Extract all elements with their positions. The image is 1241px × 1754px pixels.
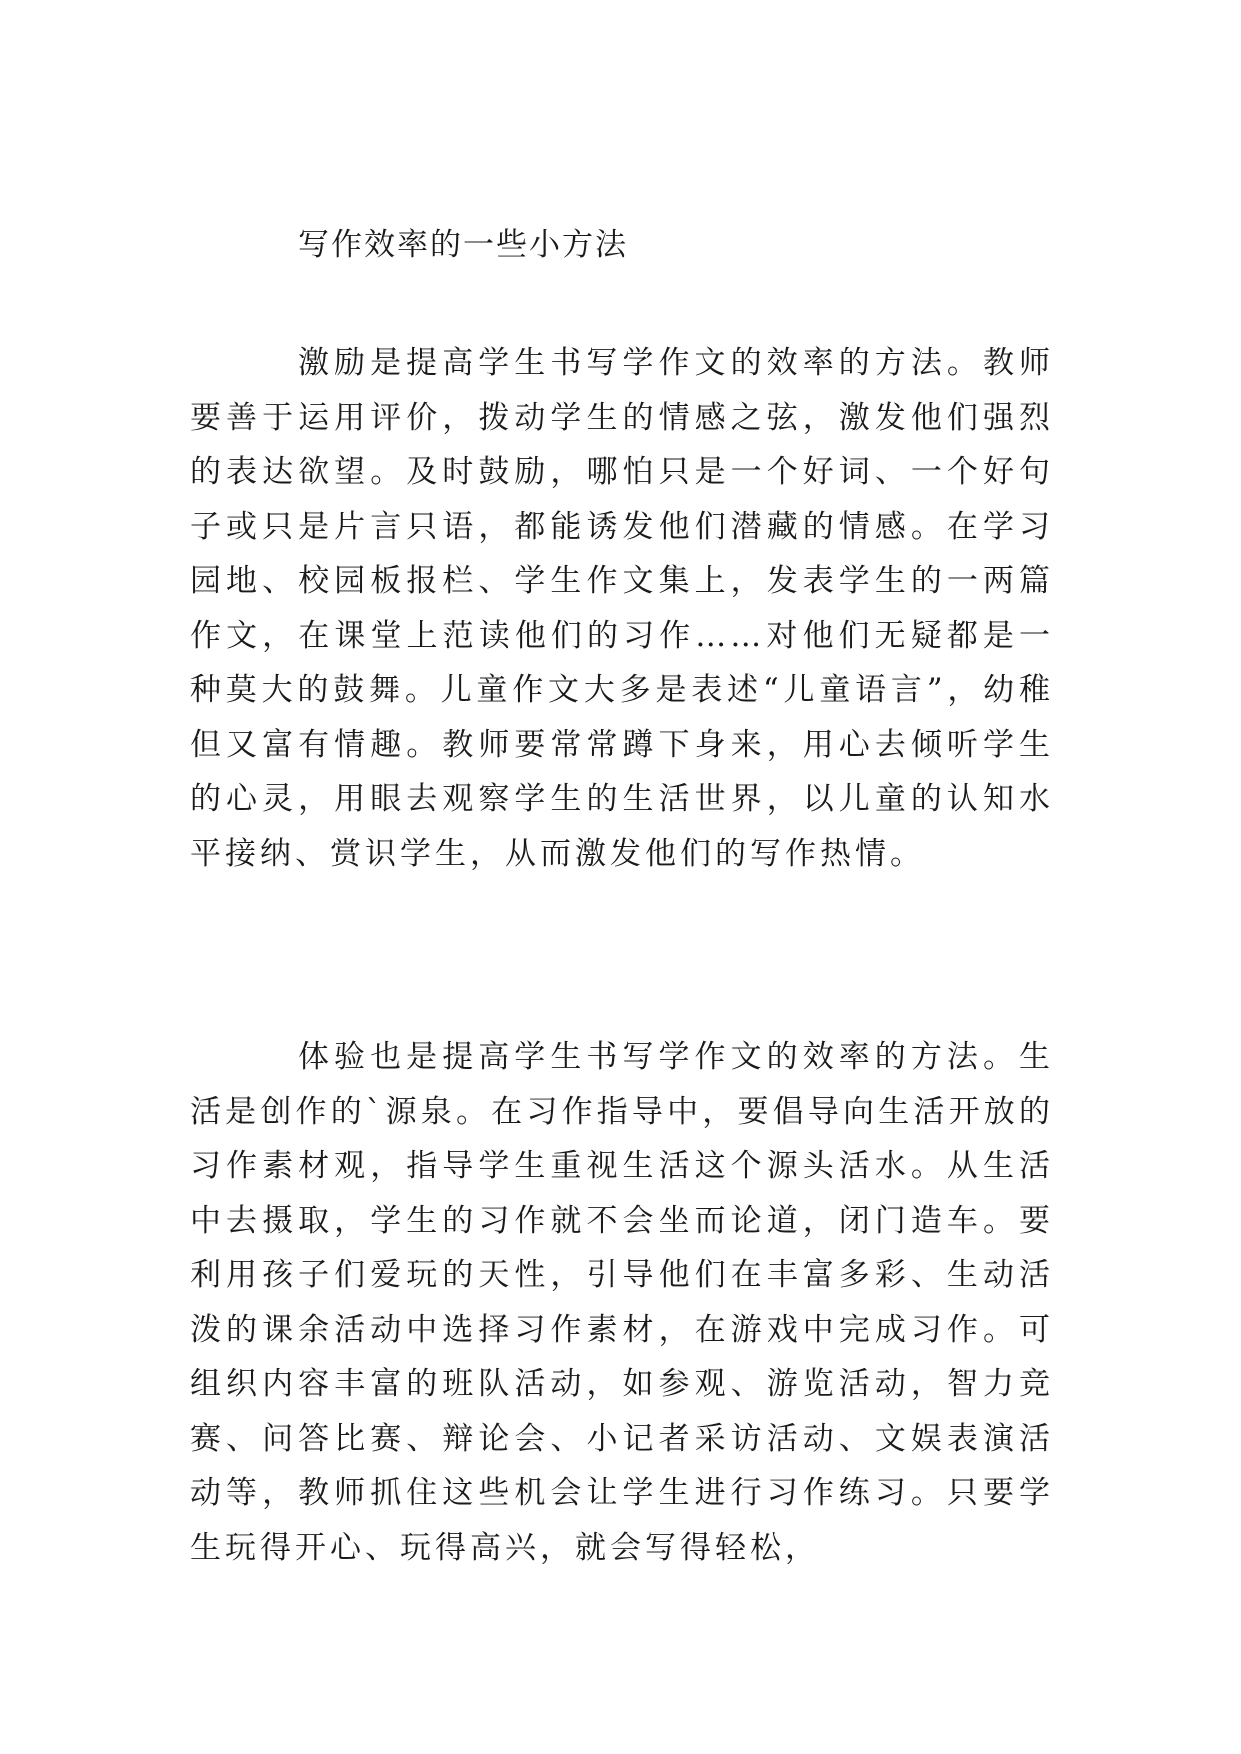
document-title: 写作效率的一些小方法 xyxy=(298,227,628,263)
paragraph-encouragement: 激励是提高学生书写学作文的效率的方法。教师要善于运用评价，拨动学生的情感之弦，激发他们强烈的表达欲望。及时鼓励，哪怕只是一个好词、一个好句子或只是片言只语，都能诱发他们潜藏的情感。在学习园地、校园板报栏、学生作文集上，发表学生的一两篇作文，在课堂上范读他们的习作……对他们无疑都是一种莫大的鼓舞。儿童作文大多是表述“儿童语言”，幼稚但又富有情趣。教师要常常蹲下身来，用心去倾听学生的心灵，用眼去观察学生的生活世界，以儿童的认知水平接纳、赏识学生，从而激发他们的写作热情。 xyxy=(190,345,1054,872)
paragraph-experience: 体验也是提高学生书写学作文的效率的方法。生活是创作的`源泉。在习作指导中，要倡导向生活开放的习作素材观，指导学生重视生活这个源头活水。从生活中去摄取，学生的习作就不会坐而论道，闭门造车。要利用孩子们爱玩的天性，引导他们在丰富多彩、生动活泼的课余活动中选择习作素材，在游戏中完成习作。可组织内容丰富的班队活动，如参观、游览活动，智力竞赛、问答比赛、辩论会、小记者采访活动、文娱表演活动等，教师抓住这些机会让学生进行习作练习。只要学生玩得开心、玩得高兴，就会写得轻松， xyxy=(190,1039,1054,1566)
